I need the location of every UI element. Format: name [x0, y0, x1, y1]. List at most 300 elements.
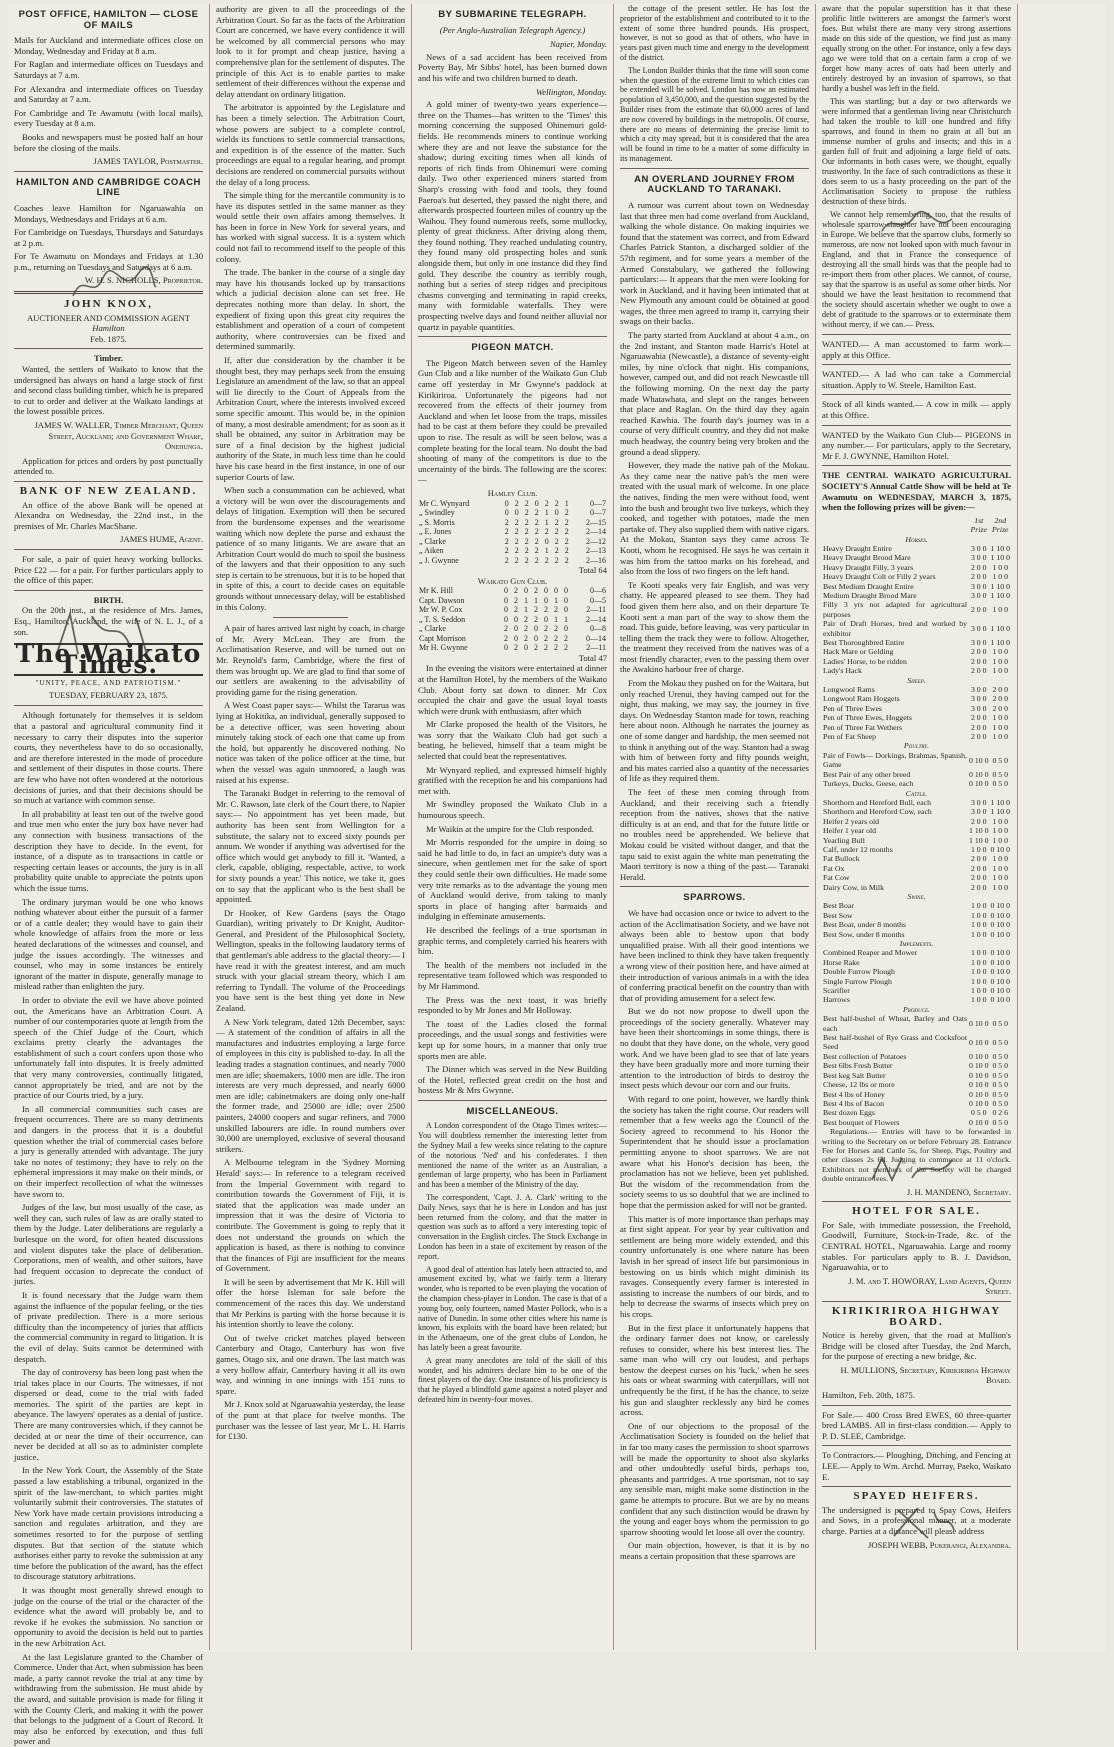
motto: "UNITY, PEACE, AND PATRIOTISM." — [35, 679, 182, 688]
sale-text: For sale, a pair of quiet heavy working bullocks. Price £22 — for a pair. For further particulars apply to the office of this paper. — [14, 553, 203, 586]
article-paragraph: This matter is of more importance than perhaps may at first sight appear. For year by year cultivation and settlement are being more widely extended, and this country unfortunately is one where nature has been lavish in her spread of insect life but parsimonious in bestowing on us birds which might diminish its ravages. Consequently every farmer is interested in assisting to increase the numbers of our birds, and to help to decrease the swarms of insects which prey on his crops. — [620, 1213, 809, 1319]
shooter-name: „ T. S. Seddon — [419, 614, 466, 624]
second-prize-amount: 1 0 0 — [992, 835, 1009, 845]
prize-row — [822, 600, 1011, 619]
article-paragraph: In the New York Court, the Assembly of the State passed a law establishing a tribunal, organized in the spirit of the law-merchant, to which parties might voluntarily submit their controversies. The statutes of New York have made certain provisions introducing a sanction and regulates arbitration, and they are sometimes resorted to for the purpose of settling disputes. But that section of the statute which authorises either party to revoke the submission at any time before the publication of the award, has the effect to discourage statutory arbitrations. — [14, 1465, 203, 1582]
birth-text: On the 20th inst., at the residence of Mrs. James, Esq., Hamilton, Auckland, the wife of N. L. J., of a son. — [14, 605, 203, 637]
shot-score: 2 — [553, 633, 558, 643]
prize-label: Filly 3 yrs not adapted for agricultural purposes — [823, 600, 967, 619]
first-prize-amount: 3 0 0 — [970, 797, 987, 807]
coach-notice: Coaches leave Hamilton for Ngaruawahia on Mondays, Wednesdays and Fridays at 6 a.m. — [14, 202, 203, 224]
prize-row — [822, 817, 1011, 826]
first-prize-amount: 3 0 0 — [970, 553, 987, 563]
second-prize-amount: 0 5 0 — [992, 1080, 1009, 1090]
shooter-total: 0—7 — [590, 508, 606, 518]
divider — [822, 334, 1011, 335]
second-prize-amount: 1 0 0 — [992, 873, 1009, 883]
prize-label: Turkeys, Ducks, Geese, each — [823, 779, 914, 789]
article-paragraph: We have had occasion once or twice to advert to the action of the Acclimatisation Society, and we have not always been able to bestow upon that body unqualified praise. With all their good intentions we have been inclined to think they have taken frequently a wrong view of their position here, and have aimed at their introduction of various animals in a with the idea of conferring practical benefit on the country than with that of providing amusement for a select few. — [620, 907, 809, 1003]
shot-score: 2 — [533, 586, 538, 596]
shot-score: 2 — [553, 605, 558, 615]
pigeon-text: The Pigeon Match between seven of the Hamley Gun Club and a like number of the Waikato Gun Club came off yesterday in Mr Gwynne's paddock at Kirikiriroa. Unfortunately the pigeons had not recovered from the effects of their journey from Auckland and when let loose from the traps, missiles had to be cast at them before they could be prevailed upon to rise. The result as will be seen below, was a complete beating for the local team. No doubt the bad shooting of many of the competitors is due to the uncertainty of the birds. The following are the scores:— — [418, 357, 607, 485]
score-row — [418, 527, 607, 537]
news-item: It will be seen by advertisement that Mr K. Hill will offer the horse Isleman for sale before the commencement of the races this day. We understand that Mr Perkins is parting with the horse because it is his intention shortly to leave the colony. — [216, 1276, 405, 1330]
column-1 — [8, 4, 210, 1747]
first-prize-amount: 1 0 0 — [970, 920, 987, 930]
second-prize-amount: 0 5 0 — [992, 1070, 1009, 1080]
prize-row — [822, 563, 1011, 572]
news-item: A West Coast paper says:— Whilst the Tararua was lying at Hokitika, an individual, generally supposed to be a detective officer, was seen hovering about minutely taking stock of each one that came up from the hold, but apparently he discovered nothing. No notice was taken of the police officer at the time, but when the vessel was again unmoored, a laugh was raised at his expense. — [216, 700, 405, 785]
prize-label: Best Boar, under 8 months — [823, 920, 907, 930]
shot-score: 2 — [504, 527, 509, 537]
telegraph-heading: BY SUBMARINE TELEGRAPH. — [438, 9, 587, 20]
shot-score: 2 — [553, 624, 558, 634]
prize-row — [822, 883, 1011, 892]
prize-label: Best bouquet of Flowers — [823, 1117, 900, 1127]
first-prize-amount: 1 10 0 — [969, 826, 989, 836]
prize-row — [822, 826, 1011, 835]
second-prize-amount: 1 0 0 — [992, 572, 1009, 582]
overland-heading: AN OVERLAND JOURNEY FROM AUCKLAND TO TARANAKI. — [634, 173, 795, 196]
prize-row — [822, 619, 1011, 638]
shot-score: 0 — [533, 633, 538, 643]
article-paragraph: In all probability at least ten out of the twelve good and true men who enter the jury box have never had any connection with business transactions of the description they have to decide. In the event, for instance, of a dispute as to transactions in cattle or respecting certain leases or accounts, the jury is in all probability quite unable to appreciate the points upon which the issue turns. — [14, 808, 203, 893]
article-paragraph: Mr Morris responded for the umpire in doing so said he had little to do, in fact an umpire's duty was a sinecure, when gentlemen met for the sake of sport they could settle their own difficulties. He made some very trite remarks as to the advantage the young men of Auckland would derive, from taking to manly sports in place of hanging after barmaids and indulging in effeminate amusements. — [418, 837, 607, 922]
pigeon-heading: PIGEON MATCH. — [471, 342, 554, 354]
article-paragraph: In order to obviate the evil we have above pointed out, the Americans have an Arbitration Court. A number of our contemporaries quote at length from the speech of the Chief Judge of the Court, which exclaims pretty clearly the advantages the establishment of such a court confers upon those who unfortunately fall into disputes. It is freely admitted that very many controversies, continually litigated, cannot appropriately be tried, and are not by the practice of our Courts tried, by a jury. — [14, 994, 204, 1101]
second-prize-amount: 1 0 0 — [992, 562, 1009, 572]
shot-score: 2 — [564, 536, 569, 546]
divider — [822, 1445, 1011, 1446]
prize-row — [822, 1071, 1011, 1080]
post-signature: JAMES TAYLOR, Postmaster. — [93, 156, 203, 167]
score-row — [418, 624, 607, 634]
second-prize-amount: 1 0 0 — [992, 826, 1009, 836]
coach-notice: For Te Awamutu on Mondays and Fridays at 1.30 p.m., returning on Tuesdays and Saturdays at 6 a.m. — [14, 251, 203, 272]
handwritten-mark — [878, 209, 958, 239]
kirikiriroa-heading: KIRIKIRIROA HIGHWAY BOARD. — [831, 1304, 1002, 1328]
shot-score: 2 — [543, 643, 548, 653]
prize-label: Fat Bullock — [823, 854, 860, 864]
article-paragraph: The health of the members not included in the representative team followed which was responded to by Mr Hammond. — [418, 959, 607, 991]
shooter-name: „ Swindley — [419, 508, 455, 518]
prize-section-title: Implements. — [899, 939, 934, 948]
second-prize-amount: 0 5 0 — [992, 1037, 1009, 1047]
shot-score: 2 — [543, 624, 548, 634]
shot-score: 2 — [554, 498, 559, 508]
prize-label: Best half-bushel of Wheat, Barley and Oats each — [823, 1014, 967, 1033]
prize-label: Pen of Three Ewes — [823, 703, 882, 713]
second-prize-amount: 0 10 0 — [990, 901, 1010, 911]
second-prize-amount: 0 10 0 — [990, 844, 1010, 854]
shot-score: 2 — [514, 555, 519, 565]
first-prize-amount: 1 0 0 — [970, 929, 987, 939]
second-prize-amount: 0 5 0 — [992, 779, 1009, 789]
score-row — [418, 586, 607, 596]
article-paragraph: the cottage of the present settler. He has lost the proprietor of the establishment and contributed to it to the extent of some three hundred pounds. His prospect, however, is not so good as that of others, who have in years past given much time and energy to the development of the district. — [620, 4, 809, 62]
article-paragraph: We cannot help remembering, too, that the results of wholesale sparrow-slaughter have not been encouraging in Europe. We believe that the sparrow clubs, formerly so numerous, are now not looked upon with much favour in England, and that in France the consequence of destroying all the small birds was that the people had to re-import them from other places. We cannot, of course, say that the sparrow is as useful as some other birds. Nor should we have the least hesitation to recommend that the society should ascertain whether we ought to owe a debt of gratitude to the sparrows or to exterminate them without mercy, if we can.— Press. — [822, 210, 1011, 329]
prize-label: Scarifier — [823, 986, 850, 996]
prize-row — [822, 704, 1011, 713]
second-prize-amount: 0 10 0 — [990, 967, 1010, 977]
divider — [822, 364, 1011, 365]
kirikiriroa-text: Notice is hereby given, that the road at Mullion's Bridge will be closed after Tuesday, the 2nd March, for the purpose of erecting a new bridge, &c. — [822, 1330, 1011, 1362]
prize-label: Best 6lbs Fresh Butter — [823, 1061, 893, 1071]
first-prize-amount: 1 0 0 — [970, 995, 987, 1005]
shot-score: 2 — [564, 546, 569, 556]
article-paragraph: From the Mokau they pushed on for the Waitara, but only reached Urenui, they having camped out for the night, thus making, we may say, the journey in five days. On Wednesday Stanton made for town, reaching here about noon. Although he narrates the journey as one of some danger and hardship, the men seemed not to think it anything out of the way. Stanton had a swag with him of between forty and fifty pounds weight, and his mates carried also a quantity of the necessaries of life as they required them. — [620, 678, 809, 784]
shot-score: 2 — [524, 555, 529, 565]
prize-label: Pair of Fowls— Dorkings, Brahmas, Spanish, Game — [823, 750, 967, 770]
divider — [273, 617, 349, 618]
handwritten-mark — [868, 1152, 958, 1188]
article-paragraph: Judges of the law, but most usually of the case, as well they can, such rules of law as are orally stated to them by the Judge. Later deliberations are regularly a burlesque on the word, for often heated discussions and violent disputes take the place of deliberation. Corporations, men of wealth, and other suitors, have had frequent occasion to deprecate the conduct of juries. — [14, 1202, 203, 1287]
second-prize-amount: 0 5 0 — [992, 1018, 1009, 1028]
prize-row — [822, 1052, 1011, 1061]
article-paragraph: aware that the popular superstition has it that these prolific little twitterers are amongst the farmer's worst foes. But whilst there are many very strong assertions made on this side of the question, we find just as many equally strong on the other. For instance, only a few days ago we were told that on a certain farm a crop of we forget how many acres of oats had been utterly and entirely destroyed by an invasion of sparrows, so that hardly a bushel was left in the field. — [822, 4, 1011, 93]
prize-label: Combined Reaper and Mower — [823, 948, 918, 958]
second-prize-amount: 0 5 0 — [992, 769, 1009, 779]
article-paragraph: It is found necessary that the Judge warn them against the influence of the popular feeling, or the ties of private predilection. There is a more serious difficulty than the incompetency of juries that afflicts the commercial community in regard to litigation. It is the evil of delay. Suits cannot be determined with despatch. — [14, 1289, 203, 1364]
prize-section-title: Horses. — [905, 534, 928, 544]
prize-row — [822, 977, 1011, 986]
misc-paragraph: The correspondent, 'Capt. J. A. Clark' writing to the Daily News, says that he is here in London and has just been returned from the colony, and that the matter in question was such as to afford a very interesting topic of conversation in the English circles. The Stock Exchange in London has been in a state of excitement by reason of the report. — [418, 1193, 607, 1261]
prize-section-title: Produce. — [903, 1004, 930, 1014]
shot-score: 0 — [523, 586, 528, 596]
score-row — [418, 537, 607, 547]
article-paragraph: Te Kooti speaks very fair English, and was very chatty. He appeared pleased to see them. They had food given them here also, and on their departure Te Kooti sent a man part of the way to show them the road. This guide, before leaving, was very particular in telling them the track they were to follow. Altogether, the treatment they received from the natives was of a most friendly character, even to the passing them over the Awakino harbour free of charge. — [620, 579, 809, 675]
shooter-name: „ E. Jones — [419, 527, 452, 537]
shot-score: 0 — [554, 508, 559, 518]
shot-score: 0 — [563, 624, 568, 634]
second-prize-amount: 0 10 0 — [990, 910, 1010, 920]
shot-score: 2 — [554, 536, 559, 546]
article-paragraph: In the evening the visitors were entertained at dinner at the Hamilton Hotel, by the members of the Waikato Club. About forty sat down to dinner. Mr Cox occupied the chair and gave the usual loyal toasts which were drunk with enthusiasm, after which — [418, 663, 607, 716]
shooter-total: 0—14 — [586, 633, 606, 643]
second-prize-amount: 0 10 0 — [990, 929, 1010, 939]
article-paragraph: One of our objections to the proposal of the Acclimatisation Society is founded on the belief that in far too many cases the permission to shoot sparrows will be made the opportunity to shoot also skylarks and other undoubtedly useful birds, perhaps too, pheasants and partridges. A true sportsman, not to say any sensible man, might make some distinction in the game he attempts to procure. But we are by no means confident that any such distinction would be drawn by the young and eager boys whom the permission to go sparrow shooting would let loose all over the country. — [620, 1420, 809, 1537]
second-prize-amount: 1 0 0 — [992, 647, 1009, 657]
shot-score: 2 — [514, 498, 519, 508]
shot-score: 2 — [554, 527, 559, 537]
wanted-ad: WANTED.— A lad who can take a Commercial situation. Apply to W. Steele, Hamilton East. — [822, 369, 1011, 390]
prize-label: Pen of Three Fat Wethers — [823, 722, 903, 732]
first-prize-amount: 2 0 0 — [970, 816, 987, 826]
divider — [14, 171, 203, 172]
shot-score: 2 — [513, 643, 518, 653]
shot-score: 0 — [563, 586, 568, 596]
shot-score: 2 — [534, 517, 539, 527]
first-prize-amount: 2 0 0 — [970, 647, 987, 657]
news-item: Mr J. Knox sold at Ngaruawahia yesterday, the lease of the punt at that place for twelve months. The purchaser was the lessee of last year, Mr L. H. Harris for £130. — [216, 1399, 405, 1442]
first-prize-amount: 3 0 0 — [970, 543, 987, 553]
prize-label: Best collection of Potatoes — [823, 1051, 907, 1061]
shooter-name: Mr K. Hill — [419, 586, 453, 596]
shot-score: 2 — [524, 517, 529, 527]
first-prize-amount: 0 10 0 — [969, 1080, 989, 1090]
shot-score: 0 — [533, 624, 538, 634]
shot-score: 1 — [564, 498, 569, 508]
second-prize-amount: 1 0 0 — [992, 732, 1009, 742]
first-prize-amount: 0 10 0 — [969, 1070, 989, 1080]
shot-score: 0 — [503, 643, 508, 653]
first-prize-amount: 2 0 0 — [970, 666, 987, 676]
prize-row — [822, 930, 1011, 939]
article-paragraph: The ordinary juryman would be one who knows nothing whatever about either the pursuit of a farmer or of a cattle dealer; they would have to gain their whole knowledge of affairs from the more or less heated declarations of the witnesses and counsel, and judge the issues accordingly. The witnesses and counsel, who may in some instances be entirely ignorant of the matter in dispute, generally manage to mislead rather than enlighten the jury. — [14, 896, 203, 992]
prize-label: Single Furrow Plough — [823, 976, 892, 986]
second-prize-amount: 1 0 0 — [992, 722, 1009, 732]
shooter-total: 2—14 — [586, 527, 606, 537]
first-prize-amount: 3 0 0 — [970, 685, 987, 695]
shooter-total: 2—15 — [586, 517, 606, 527]
article-paragraph: The trade. The banker in the course of a single day may have his thousands locked up by transactions which a judicial decision alone can set free. He deprecates nothing more than delay. In short, the expedient of fixing upon this great city requires the establishment and operation of a court of competent authority, where controversies can be fixed and determined summarily. — [216, 267, 405, 352]
news-item: Out of twelve cricket matches played between Canterbury and Otago, Canterbury has won five games, Otago six, and one drawn. The last match was a very hollow affair, Canterbury having it all its own way, and winning in one innings with 151 runs to spare. — [216, 1332, 405, 1396]
shot-score: 1 — [563, 614, 568, 624]
shot-score: 0 — [504, 508, 509, 518]
prize-label: Heifer 1 year old — [823, 826, 877, 836]
shooter-total: 0—8 — [590, 624, 606, 634]
article-paragraph: This was startling; but a day or two afterwards we were informed that a gentleman living near Christchurch had taken the trouble to kill one hundred and fifty sparrows, and found in them no grain at all but an immense number of grubs and insects; and this in a garden full of fruit and adjoining a large field of oats. Our informants in both cases were, we thought, equally trustworthy. In the face of such contradictions as these it does seem to us a hasty proceeding on the part of the Acclimatisation Society to propose the ruthless destruction of these birds. — [822, 97, 1011, 206]
shot-score: 2 — [553, 643, 558, 653]
post-notice: For Cambridge and Te Awamutu (with local mails), every Tuesday at 8 a.m. — [14, 107, 203, 129]
prize-label: Harrows — [823, 995, 850, 1005]
shot-score: 2 — [534, 546, 539, 556]
prize-row — [822, 1033, 1011, 1052]
prize-label: Best half-bushel of Rye Grass and Cocksfoot Seed — [823, 1033, 967, 1052]
divider — [822, 1405, 1011, 1406]
heifers-heading: SPAYED HEIFERS. — [853, 1490, 980, 1503]
shot-score: 1 — [544, 517, 549, 527]
shot-score: 2 — [534, 527, 539, 537]
sparrows-heading: SPARROWS. — [683, 892, 746, 904]
score-row — [418, 605, 607, 615]
shot-score: 2 — [543, 605, 548, 615]
first-prize-amount: 2 0 0 — [970, 732, 987, 742]
shot-score: 2 — [554, 546, 559, 556]
shot-score: 0 — [504, 498, 509, 508]
first-prize-amount: 1 0 0 — [970, 901, 987, 911]
article-paragraph: The London Builder thinks that the time will soon come when the question of the extreme limit to which cities can be extended will be solved. London has now an estimated population of 3,450,000, and the question suggested by the Builder rises from the estimate that 60,000 acres of land are now covered by buildings in the metropolis. Of course, there are no means of determining the precise limit to which a city may spread, but it is considered that the area will be found in time to be a matter of some difficulty in its management. — [620, 65, 809, 163]
shooter-name: „ S. Morris — [419, 517, 455, 527]
prize-label: Best Pair of any other breed — [823, 769, 911, 779]
first-prize-amount: 2 0 0 — [970, 656, 987, 666]
post-notice: For Raglan and intermediate offices on Tuesdays and Saturdays at 7 a.m. — [14, 59, 203, 80]
first-prize-amount: 1 0 0 — [970, 976, 987, 986]
shooter-name: Capt. Dawson — [419, 595, 465, 605]
knox-line: AUCTIONEER AND COMMISSION AGENT — [26, 312, 191, 323]
prize-label: Cheese, 12 lbs or more — [823, 1080, 895, 1090]
second-prize-amount: 1 10 0 — [990, 797, 1010, 807]
shooter-name: Capt Morrison — [419, 633, 466, 643]
prize-row — [822, 713, 1011, 722]
shooter-total: 2—16 — [586, 555, 606, 565]
shot-score: 2 — [504, 536, 509, 546]
shot-score: 2 — [544, 527, 549, 537]
prize-row — [822, 1090, 1011, 1099]
knox-date: Feb. 1875. — [90, 333, 127, 344]
first-prize-amount: 2 0 0 — [970, 722, 987, 732]
shooter-total: 2—13 — [586, 546, 606, 556]
shot-score: 2 — [513, 586, 518, 596]
prize-col-second: 2nd Prize — [992, 515, 1009, 535]
article-paragraph: Mr Waikin at the umpire for the Club responded. — [426, 823, 594, 834]
prize-label: Best 4 lbs of Bacon — [823, 1098, 885, 1108]
second-prize-amount: 1 0 0 — [992, 656, 1009, 666]
shooter-total: 0—6 — [590, 586, 606, 596]
prize-label: Medium Draught Brood Mare — [823, 590, 917, 600]
prize-row — [822, 657, 1011, 666]
divider — [14, 481, 203, 482]
second-prize-amount: 1 0 0 — [992, 863, 1009, 873]
prize-row — [822, 647, 1011, 656]
second-prize-amount: 2 0 0 — [992, 694, 1009, 704]
article-paragraph: The simple thing for the mercantile community is to have its disputes settled in the same manner as they would settle their own affairs among themselves. It has been in force in New York for several years, and has worked with signal success. It is a system which could not fail to recommend itself to the people of this colony. — [216, 190, 405, 264]
first-prize-amount: 1 0 0 — [970, 986, 987, 996]
first-prize-amount: 0 10 0 — [969, 1051, 989, 1061]
bank-heading: BANK OF NEW ZEALAND. — [19, 484, 198, 497]
prize-label: Hack Mare or Gelding — [823, 647, 894, 657]
show-heading: THE CENTRAL WAIKATO AGRICULTURAL SOCIETY'S Annual Cattle Show will be held at Te Awamutu on WEDNESDAY, MARCH 3, 1875, when the following prizes will be given:— — [822, 470, 1011, 513]
first-prize-amount: 2 0 0 — [970, 873, 987, 883]
shooter-total: 2—11 — [586, 643, 606, 653]
article-paragraph: If, after due consideration by the chamber it be thought best, they may perhaps seek from the ensuing Legislature an amendment of the law, so that an appeal will lie directly to the Court of Appeals from the Arbitration Court, where the interests involved exceed some specific amount. This would be, in the opinion of many, a most desirable amendment; for as soon as it shall be obtained, any suitor in Arbitration may be sure of a final decision by the highest judicial authority of the State, in much less time than he could have his case heard in the first instance, in one of our superior Courts of law. — [216, 355, 405, 482]
divider — [822, 1201, 1011, 1202]
second-prize-amount: 1 0 0 — [992, 816, 1009, 826]
shot-score: 1 — [553, 595, 558, 605]
telegram-text: News of a sad accident has been received from Poverty Bay, Mr Sibbs' hotel, has been burned down and his wife and two children burned to death. — [418, 51, 607, 83]
second-prize-amount: 1 10 0 — [990, 543, 1010, 553]
shot-score: 2 — [543, 633, 548, 643]
misc-paragraph: A London correspondent of the Otago Times writes:— You will doubtless remember the interesting letter from the Sydney Mail a few weeks since relating to the capture of the notorious 'Ned' and his confederates. I then mentioned the name of the writer as an Australian, a gentleman of large property, who has been in Parliament and has been a member of the Ministry of the day. — [418, 1121, 607, 1190]
article-paragraph: Mr Wynyard replied, and expressed himself highly gratified with the reception he and his companions had met with. — [418, 764, 607, 796]
second-prize-amount: 0 5 0 — [992, 1117, 1009, 1127]
column-4 — [614, 4, 816, 1650]
news-item: A Melbourne telegram in the 'Sydney Morning Herald' says:— In reference to a telegram received from the Imperial Government with regard to contribution towards the Government of Fiji, it is stated that the application was made under an impression that it was the desire of Victoria to contribute. The Government is going to reply that it does not understand the grounds on which the application is based, as there is nothing to convince that the finances of Fiji are insufficient for the means of Government. — [216, 1157, 405, 1274]
prize-col-first: 1st Prize — [970, 515, 987, 535]
prize-row — [822, 732, 1011, 741]
hamley-heading: Hamley Club. — [487, 487, 538, 498]
prize-row — [822, 1014, 1011, 1033]
prize-label: Longwool Rams — [823, 685, 875, 695]
shot-score: 0 — [513, 624, 518, 634]
shooter-total: 2—11 — [586, 605, 606, 615]
coach-notice: For Cambridge on Tuesdays, Thursdays and Saturdays at 2 p.m. — [14, 227, 203, 248]
first-prize-amount: 3 0 0 — [970, 703, 987, 713]
timber-note: Application for prices and orders by post punctually attended to. — [14, 455, 203, 477]
first-prize-amount: 1 0 0 — [970, 910, 987, 920]
shot-score: 2 — [524, 536, 529, 546]
shooter-name: „ Aiken — [419, 546, 444, 556]
shot-score: 2 — [523, 624, 528, 634]
shot-score: 1 — [544, 508, 549, 518]
shot-score: 2 — [524, 498, 529, 508]
second-prize-amount: 0 2 6 — [992, 1108, 1009, 1118]
second-prize-amount: 1 0 0 — [992, 605, 1009, 615]
ewes-ad: For Sale.— 400 Cross Bred EWES, 60 three-quarter bred LAMBS. All in first-class condition.— Apply to P. D. SLEE, Cambridge. — [822, 1409, 1011, 1441]
shot-score: 2 — [514, 527, 519, 537]
article-paragraph: He described the feelings of a true sportsman in graphic terms, and completely carried his hearers with him. — [418, 924, 607, 957]
second-prize-amount: 0 5 0 — [992, 755, 1009, 765]
score-row — [418, 643, 607, 653]
coach-heading: HAMILTON AND CAMBRIDGE COACH LINE — [16, 176, 201, 199]
article-paragraph: Our main objection, however, is that it is by no means a certain proposition that these sparrows are — [620, 1540, 809, 1561]
article-paragraph: The Dinner which was served in the New Building of the Hotel, reflected great credit on the host and hostess Mr & Mrs Gwynne. — [418, 1064, 607, 1096]
prize-label: Heavy Draught Brood Mare — [823, 553, 911, 563]
handwritten-mark — [888, 1502, 958, 1542]
article-paragraph: The arbitrator is appointed by the Legislature and has been a timely selection. The Arbitration Court, whose powers are subject to a complete control, wields its functions to settle commercial transactions, and expedition is of the essence of the matter. Such proceedings are equal to a regular hearing, and prompt decisions are rendered on commercial pursuits without the delay of a long process. — [216, 102, 405, 187]
score-row — [418, 596, 607, 606]
prize-list-table — [822, 516, 1011, 1127]
misc-paragraph: A great many anecdotes are told of the skill of this wonder, and his admirers declare him to be one of the finest players of the day. One instance of his proficiency is that he played a blindfold game against a noted player and defeated him in twenty-four moves. — [418, 1355, 607, 1404]
shot-score: 2 — [523, 614, 528, 624]
shot-score: 2 — [523, 633, 528, 643]
shot-score: 0 — [503, 614, 508, 624]
handwritten-mark — [68, 266, 158, 306]
shot-score: 2 — [563, 643, 568, 653]
wanted-ad: WANTED by the Waikato Gun Club— PIGEONS in any number.— For particulars, apply to the Secretary, Mr F. J. GWYNNE, Hamilton Hotel. — [822, 429, 1011, 461]
first-prize-amount: 2 0 0 — [970, 605, 987, 615]
divider — [822, 1486, 1011, 1487]
first-prize-amount: 2 0 0 — [970, 713, 987, 723]
knox-place: Hamilton — [92, 323, 125, 334]
second-prize-amount: 1 10 0 — [990, 807, 1010, 817]
prize-label: Lady's Hack — [823, 666, 862, 676]
prize-row — [822, 1118, 1011, 1127]
first-prize-amount: 0 10 0 — [969, 1018, 989, 1028]
post-note: Books and newspapers must be posted half an hour before the closing of the mails. — [14, 131, 203, 153]
news-item: A pair of hares arrived last night by coach, in charge of Mr. Avery McLean. They are from the Acclimatisation Reserve, and will be turned out on Mr. Reynold's farm, Cambridge, where the first of them was brought up. We are glad to find that some of our settlers are awakening to the advisability of providing game for the rising generation. — [216, 623, 405, 697]
prize-label: Shorthorn and Hereford Cow, each — [823, 807, 932, 817]
first-prize-amount: 1 0 0 — [970, 844, 987, 854]
second-prize-amount: 1 10 0 — [990, 623, 1010, 633]
prize-label: Pen of Three Ewes, Hoggets — [823, 713, 912, 723]
shot-score: 0 — [503, 595, 508, 605]
shot-score: 0 — [563, 595, 568, 605]
second-prize-amount: 0 10 0 — [990, 986, 1010, 996]
shot-score: 2 — [504, 546, 509, 556]
divider — [822, 465, 1011, 466]
second-prize-amount: 2 0 0 — [992, 703, 1009, 713]
prize-label: Best Thoroughbred Entire — [823, 638, 905, 647]
shot-score: 2 — [564, 555, 569, 565]
second-prize-amount: 0 5 0 — [992, 1098, 1009, 1108]
first-prize-amount: 3 0 0 — [970, 590, 987, 600]
first-prize-amount: 1 0 0 — [970, 957, 987, 967]
divider — [14, 549, 203, 550]
shot-score: 2 — [533, 643, 538, 653]
article-paragraph: authority are given to all the proceedings of the Arbitration Court. So far as the facts of the Arbitration Court are concerned, we have every confidence it will be welcomed by all commercial persons who may look to it for prompt and cheap justice, having a comprehensive plan for the settlement of disputes. The principle of this Act is to enable parties to make settlement of their differences without the expense and delay attendant on ordinary litigation. — [216, 4, 405, 99]
shooter-name: Mr W. P. Cox — [419, 605, 463, 615]
shot-score: 1 — [544, 546, 549, 556]
second-prize-amount: 0 10 0 — [990, 976, 1010, 986]
newspaper-page — [8, 4, 1106, 1747]
shot-score: 2 — [564, 527, 569, 537]
divider — [14, 348, 203, 349]
first-prize-amount: 0 5 0 — [970, 1108, 987, 1118]
shot-score: 1 — [523, 605, 528, 615]
shot-score: 1 — [533, 595, 538, 605]
prize-label: Pen of Fat Sheep — [823, 732, 877, 742]
prize-row — [822, 1099, 1011, 1108]
prize-row — [822, 967, 1011, 976]
first-prize-amount: 3 0 0 — [970, 694, 987, 704]
first-prize-amount: 0 10 0 — [969, 1037, 989, 1047]
column-2 — [210, 4, 412, 1650]
prize-row — [822, 958, 1011, 967]
heifers-signature: JOSEPH WEBB, Pukerangi, Alexandra. — [868, 1539, 1011, 1550]
second-prize-amount: 0 5 0 — [992, 1089, 1009, 1099]
prize-row — [822, 798, 1011, 807]
